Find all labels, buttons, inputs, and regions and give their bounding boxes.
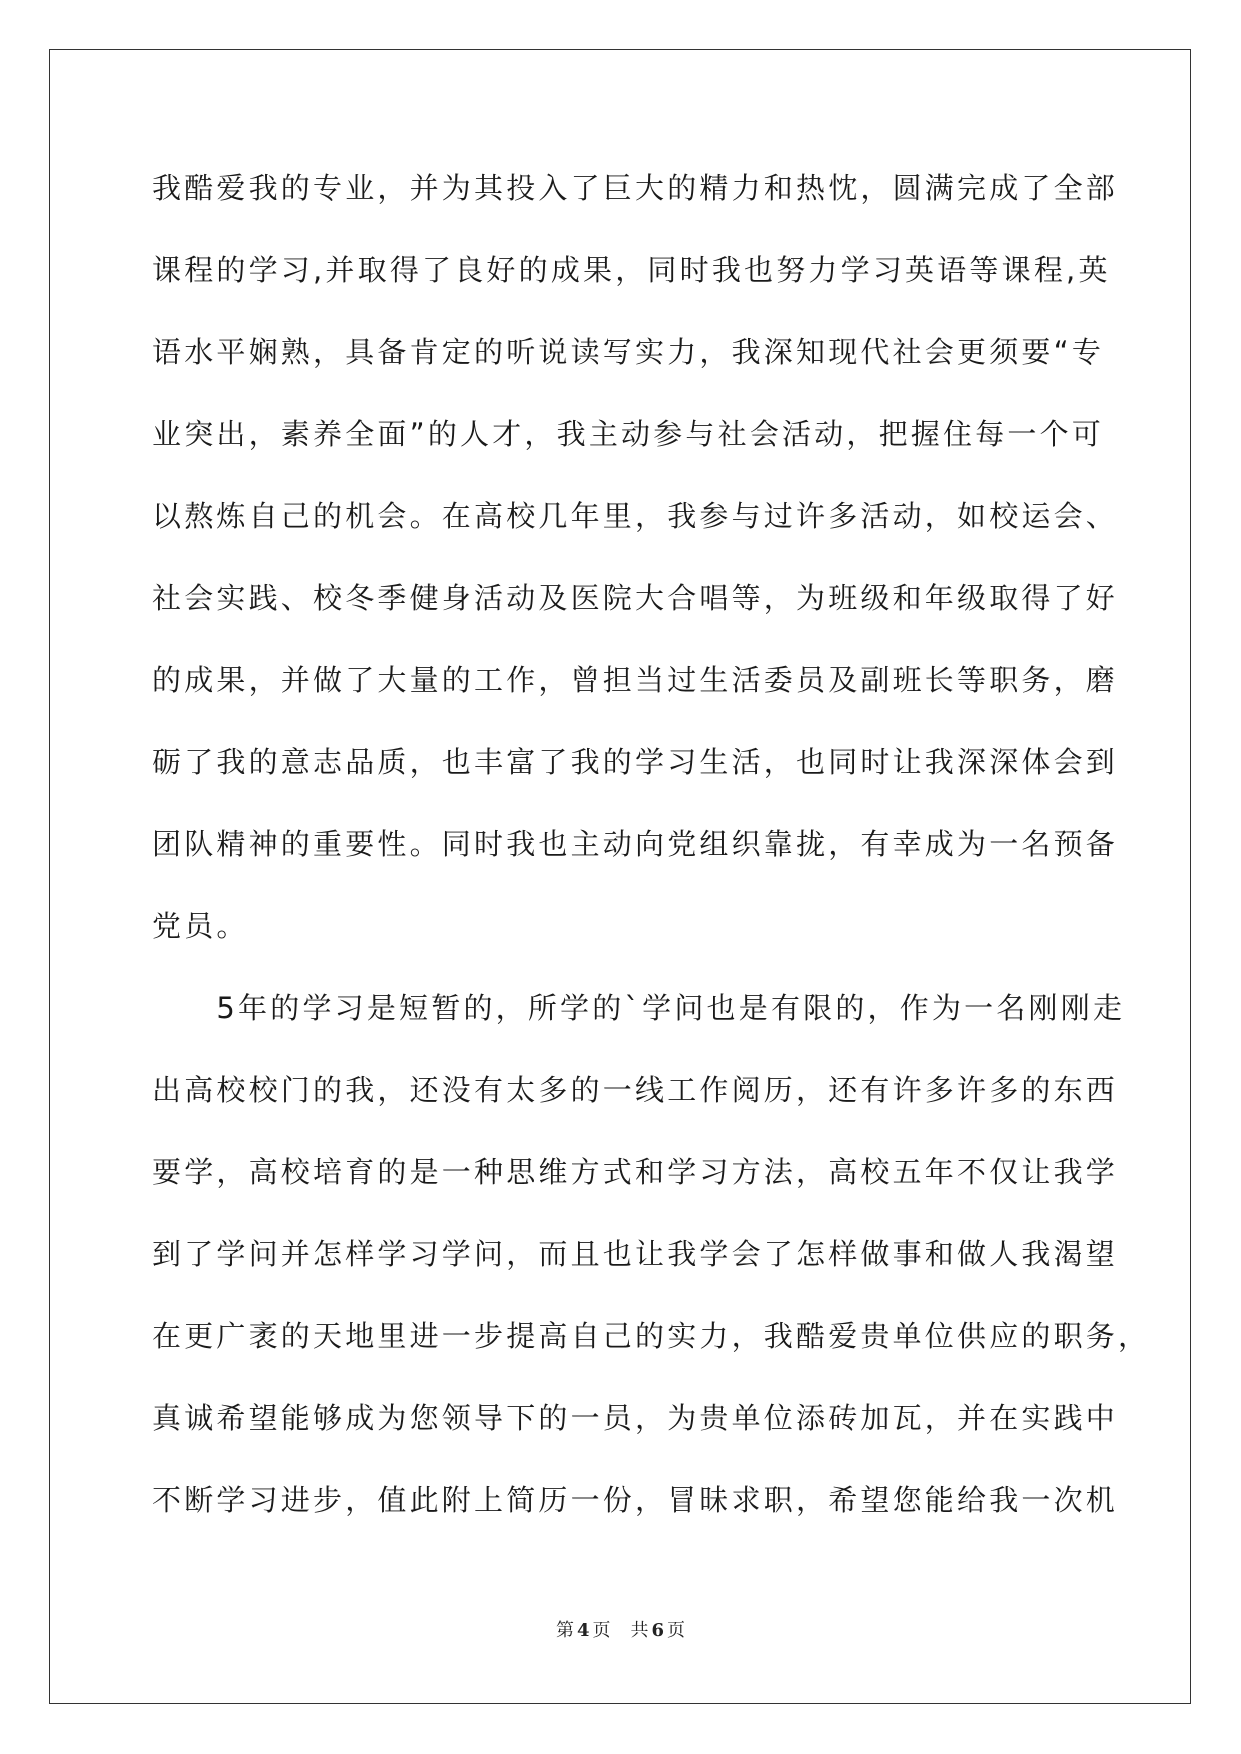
text-line: 语水平娴熟，具备肯定的听说读写实力，我深知现代社会更须要“专 [152, 335, 1105, 369]
text-line: 课程的学习,并取得了良好的成果，同时我也努力学习英语等课程,英 [152, 253, 1111, 287]
text-line: 党员。 [152, 909, 249, 943]
text-line: 团队精神的重要性。同时我也主动向党组织靠拢，有幸成为一名预备 [152, 827, 1119, 861]
page-suffix: 页 [592, 1620, 611, 1641]
text-line: 社会实践、校冬季健身活动及医院大合唱等，为班级和年级取得了好 [152, 581, 1119, 615]
text-line: 在更广袤的天地里进一步提高自己的实力，我酷爱贵单位供应的职务， [152, 1319, 1151, 1353]
text-line: 出高校校门的我，还没有太多的一线工作阅历，还有许多许多的东西 [152, 1073, 1119, 1107]
text-line: 以熬炼自己的机会。在高校几年里，我参与过许多活动，如校运会、 [152, 499, 1119, 533]
total-pages: 6 [651, 1620, 665, 1641]
page-footer [0, 1616, 1241, 1642]
text-line: 的成果，并做了大量的工作，曾担当过生活委员及副班长等职务，磨 [152, 663, 1119, 697]
text-line: 5年的学习是短暂的，所学的`学问也是有限的，作为一名刚刚走 [152, 991, 1126, 1025]
page-prefix: 第 [555, 1620, 574, 1641]
document-body [152, 158, 1151, 1552]
text-line: 到了学问并怎样学习学问，而且也让我学会了怎样做事和做人我渴望 [152, 1237, 1119, 1271]
text-line: 砺了我的意志品质，也丰富了我的学习生活，也同时让我深深体会到 [152, 745, 1119, 779]
text-line: 要学，高校培育的是一种思维方式和学习方法，高校五年不仅让我学 [152, 1155, 1119, 1189]
text-line: 真诚希望能够成为您领导下的一员，为贵单位添砖加瓦，并在实践中 [152, 1401, 1119, 1435]
text-line: 不断学习进步，值此附上简历一份，冒昧求职，希望您能给我一次机 [152, 1483, 1119, 1517]
text-line: 业突出，素养全面”的人才，我主动参与社会活动，把握住每一个可 [152, 417, 1105, 451]
text-line: 我酷爱我的专业，并为其投入了巨大的精力和热忱，圆满完成了全部 [152, 171, 1119, 205]
total-suffix: 页 [667, 1620, 686, 1641]
total-prefix: 共 [630, 1620, 649, 1641]
page-number: 4 [576, 1620, 590, 1641]
